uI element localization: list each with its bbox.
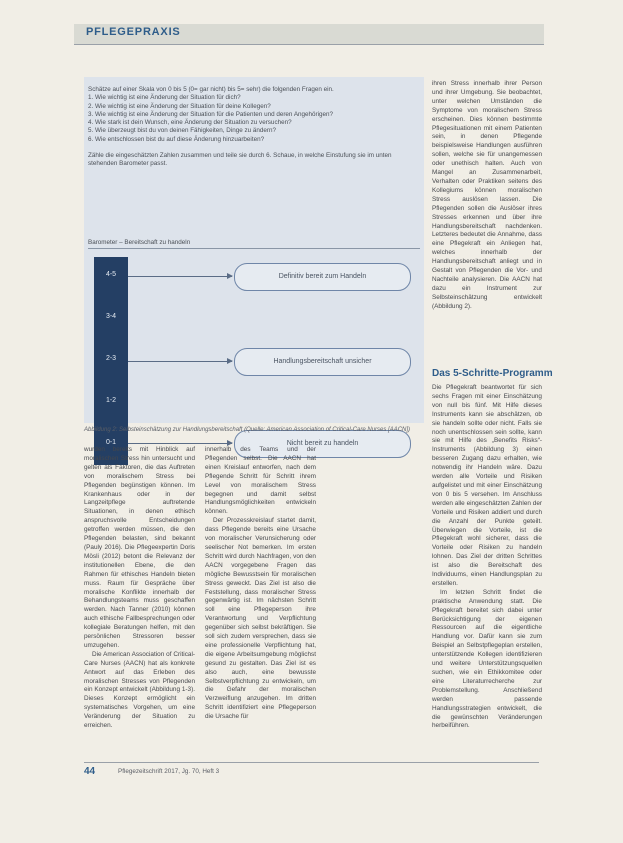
box-instruction: Zähle die eingeschätzten Zahlen zusammen und teile sie durch 6. Schaue, in welche Einstufung sie im unten stehenden Barometer passt. [88,152,392,168]
outcome-ready: Definitiv bereit zum Handeln [234,263,411,291]
paragraph: innerhalb des Teams und der Pflegenden selbst. Die AACN hat einen Kreislauf entworfen, nach dem Pflegende Schritt für Schritt ihrem Level von moralischem Stress begegnen und damit selbst Handlungsmöglichkeiten entwickeln können. [205,446,316,516]
self-assessment-text [88,86,420,169]
section-heading: Das 5-Schritte-Programm [432,368,553,379]
body-column-middle [205,446,316,722]
question-item: 1. Wie wichtig ist eine Änderung der Situation für dich? [88,94,241,102]
section-body [432,384,542,731]
question-item: 5. Wie überzeugt bist du von deinen Fähigkeiten, Dinge zu ändern? [88,127,276,135]
body-column-left [84,446,195,731]
header-divider [74,44,544,45]
arrow-to-outcome [128,361,232,362]
outcome-not-ready: Nicht bereit zu handeln [234,430,411,458]
question-item: 6. Wie entschlossen bist du auf diese Änderung hinzuarbeiten? [88,135,265,143]
paragraph: Die Pflegekraft beantwortet für sich sechs Fragen mit einer Einschätzung von null bis fünf. Mit Hilfe dieses Instruments kann sie abschätzen, ob sie handeln sollte oder nicht. Falls sie noch unentschlossen sein sollte, kann sie mit Hilfe des „Benefits Risks“-Instruments (Abbildung 3) einen besseren Zugang dazu erhalten, wie notwendig ihr Handeln wäre. Dazu werden alle Vorteile und Risiken aufgelistet und mit einer Einschätzung von 0 bis 5 versehen. Im Anschluss werden alle eingeschätzten Zahlen der Vorteile und Risiken addiert und durch die Anzahl der Punkte geteilt. Überwiegen die Vorteile, ist die Pflegekraft wohl sicherer, dass die Vorteile oder Risiken zu handeln lohnen. Das Ziel der dritten Schrittes ist also die Bereitschaft des Individuums, einen Handlungsplan zu erstellen. [432,384,542,587]
scale-level: 2-3 [105,355,117,362]
outcome-unsure: Handlungsbereitschaft unsicher [234,348,411,376]
figure-caption: Abbildung 2: Selbsteinschätzung zur Handlungsbereitschaft (Quelle: American Association of Critical-Care Nurses [AACN]) [84,427,411,433]
barometer-divider [88,248,420,249]
scale-level: 1-2 [105,397,117,404]
journal-section-title: PFLEGEPRAXIS [86,26,181,38]
paragraph: Der Prozesskreislauf startet damit, dass Pflegende bereits eine Ursache von moralischer Verunsicherung oder seelischer Not bemerken. Im ersten Schritt wird durch Nachfragen, von den AACN vorgegebene Fragen das mögliche Bewusstsein für moralischen Stress geweckt. Das Ziel ist also die Feststellung, dass moralischer Stress gegenwärtig ist. Im nächsten Schritt soll eine Pflegeperson ihre Verantwortung und Verpflichtung gegenüber sich selbst bekräftigen. Sie soll sich zudem versprechen, dass sie eine professionelle Verpflichtung hat, die eigene Arbeitsumgebung möglichst gesund zu gestalten. Das Ziel ist es also auch, eine bewusste Selbstverpflichtung zu entwickeln, um die Gefahr der moralischen Verzweiflung anzugehen. Im dritten Schritt identifiziert eine Pflegeperson die Ursache für [205,517,316,721]
page-number: 44 [84,766,96,777]
footer-divider [84,762,539,763]
question-item: 3. Wie wichtig ist eine Änderung der Situation für die Patienten und deren Angehörigen? [88,110,334,118]
paragraph: wurden bereits mit Hinblick auf moralischen Stress hin untersucht und gelten als Faktoren, die das Auftreten von moralischem Stress bei Pflegenden begünstigen können. Im Krankenhaus oder in der Langzeitpflege auftretende Situationen, in denen ethisch anspruchsvolle Entscheidungen getroffen werden müssen, die den Pflegenden belasten, sind bekannt (Pauly 2016). Die Pflegeexpertin Doris Mösli (2012) betont die Relevanz der institutionellen Ebene, die den Rahmen für ethisches Handeln bieten muss. Raum für Gespräche über moralische Konflikte innerhalb der Behandlungsteams muss geschaffen werden. Nach Tanner (2010) können auch ethische Fallbesprechungen oder kollegiale Beratungen helfen, mit den persönlichen Stressoren besser umzugehen. [84,446,195,649]
box-intro: Schätze auf einer Skala von 0 bis 5 (0= gar nicht) bis 5= sehr) die folgenden Fragen ein. [88,86,334,93]
footer-citation: Pflegezeitschrift 2017, Jg. 70, Heft 3 [118,768,220,775]
barometer-title: Barometer – Bereitschaft zu handeln [88,239,191,246]
scale-level: 4-5 [105,271,117,278]
paragraph: Im letzten Schritt findet die praktische Anwendung statt. Die Pflegekraft bereitet sich dabei unter Berücksichtigung der eigenen Ressourcen auf die eigentliche Handlung vor. Dafür kann sie zum Beispiel an Selbstpflegeplan erstellen, unterstützende Kollegen identifizieren und weitere Unterstützungsquellen suchen, wie ein Ethikkomitee oder eine Literaturrecherche zur Problemstellung. Anschließend werden passende Handlungsstrategien entwickelt, die die gewünschten Veränderungen herbeiführen. [432,588,542,730]
page-header [74,24,544,44]
question-item: 4. Wie stark ist dein Wunsch, eine Änderung der Situation zu versuchen? [88,119,292,127]
arrow-to-outcome [128,443,232,444]
arrow-to-outcome [128,276,232,277]
question-item: 2. Wie wichtig ist eine Änderung der Situation für deine Kollegen? [88,102,271,110]
scale-level: 3-4 [105,313,117,320]
scale-level: 0-1 [105,439,117,446]
paragraph: Die American Association of Critical-Care Nurses (AACN) hat als konkrete Antwort auf das Erleben des moralischen Stresses von Pflegenden ein Konzept entwickelt (Abbildung 1-3). Dieses Konzept ermöglicht ein systematisches Vorgehen, um eine Veränderung der Situation zu erreichen. [84,650,195,730]
paragraph: ihren Stress innerhalb ihrer Person und ihrer Umgebung. Sie beobachtet, unter welchen Umständen die Symptome von moralischem Stress erscheinen. Dies können bestimmte Pflegesituationen mit einem Patienten sein, in denen Pflegende beispielsweise Handlungen ausführen sollen, welche sie für unangemessen oder unethisch halten. Auch von Mangel an Zusammenarbeit, Verhalten oder Praktiken seitens des Kollegiums können moralischen Stress auslösen lassen. Die Pflegenden sollen die Auslöser ihres Stresses erkennen und über ihre Handlungsbereitschaft nachdenken. Letzteres bedeutet die Annahme, dass eine Pflegekraft ein Anliegen hat, welches innerhalb der Handlungsbereitschaft anliegt und in Gestalt von Pflegenden die Vor- und Nachteile analysieren. Die AACN hat dazu ein Instrument zur Selbsteinschätzung entwickelt (Abbildung 2). [432,80,542,310]
body-column-right [432,80,542,312]
